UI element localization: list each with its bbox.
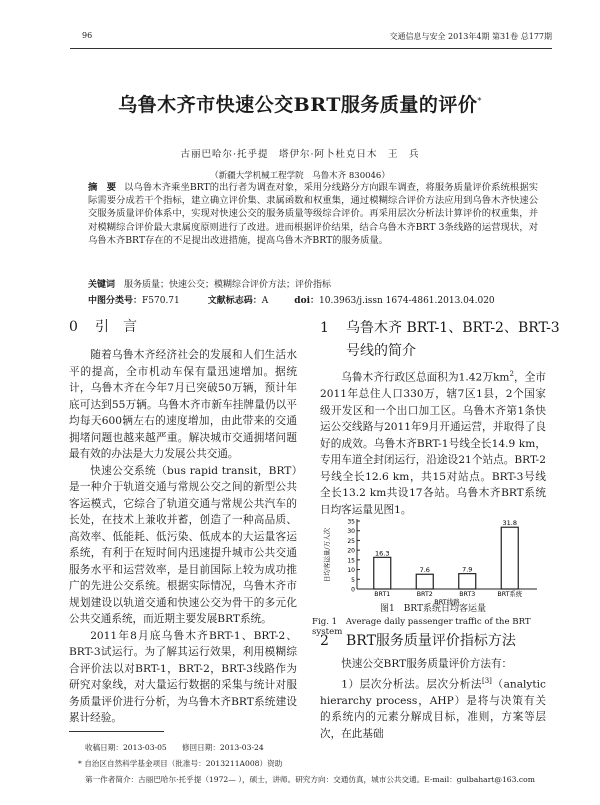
keywords-text: 服务质量；快速公交；模糊综合评价方法；评价指标 xyxy=(124,280,332,290)
paragraph: 随着乌鲁木齐经济社会的发展和人们生活水平的提高，全市机动车保有量迅速增加。据统计，乌鲁木齐在今年7月已突破50万辆，预计年底可达到55万辆。乌鲁木齐市新车挂牌量仍以平均每天600辆左右的速度增加，由此带来的交通拥堵问题也越来越严重。解决城市交通拥堵问题最有效的办法是大力发展公共交通。 xyxy=(69,349,297,460)
superscript: 2 xyxy=(509,370,514,378)
abstract-text: 以乌鲁木齐乘坐BRT的出行者为调查对象，采用分线路分方向跟车调查，将服务质量评价系统根据实际需要分成若干个指标，建立确立评价集、隶属函数和权重集，通过模糊综合评价方法应用到乌鲁木齐快速公交服务质量评价体系中，实现对快速公交的服务质量等级综合评价。再采用层次分析法计算评价的权重集，并对模糊综合评价最大隶属度原则进行了改进。进而根据评价结果，结合乌鲁木齐BRT 3条线路的运营现状，对乌鲁木齐BRT存在的不足提出改进措施，提高乌鲁木齐BRT的服务质量。 xyxy=(88,182,538,246)
section-title: BRT服务质量评价指标方法 xyxy=(346,633,516,649)
y-tick-label: 20 xyxy=(347,547,355,555)
running-header: 交通信息与安全 2013年4期 第31卷 总177期 xyxy=(389,32,552,41)
x-tick-label: BRT系统 xyxy=(497,591,523,598)
paragraph xyxy=(320,673,546,743)
paragraph: 2011年8月底乌鲁木齐BRT-1、BRT-2、BRT-3试运行。为了解其运行效果，利用模糊综合评价法以对BRT-1，BRT-2，BRT-3线路作为研究对象线，对大量运行数据的采集与统计对服务质量评价进行分析，为乌鲁木齐BRT系统建设累计经验。 xyxy=(69,629,297,724)
keywords xyxy=(88,277,548,290)
abstract xyxy=(88,181,538,247)
section-2-body xyxy=(320,656,546,742)
y-tick-label: 35 xyxy=(347,518,355,526)
paragraph: 快速公交系统（bus rapid transit，BRT）是一种介于轨道交通与常规公交之间的新型公共客运模式，它综合了轨道交通与常规公共汽车的长处，在技术上兼收并蓄，创造了一种高品质、高效率、低能耗、低污染、低成本的大运量客运系统，有利于在短时间内迅速提升城市公共交通服务水平和运营效率，是目前国际上较为成功推广的先进公交系统。根据实际情况，乌鲁木齐市规划建设以轨道交通和快速公交为骨干的多元化公共交通系统，而近期主要发展BRT系统。 xyxy=(69,464,297,625)
section-title-line1: 乌鲁木齐 BRT-1、BRT-2、BRT-3 xyxy=(346,320,560,336)
bar-value-label: 7.9 xyxy=(462,565,473,574)
section-0-heading xyxy=(69,316,137,339)
paragraph-text: 乌鲁木齐行政区总面积为1.42万km xyxy=(341,371,510,384)
paper-title xyxy=(0,90,600,117)
section-number: 0 xyxy=(69,319,78,335)
footnote-fund: * 自治区自然科学基金项目（批准号：2013211A008）资助 xyxy=(78,759,283,768)
chart-plot xyxy=(322,519,537,607)
footnote-rule xyxy=(69,731,164,732)
abstract-label: 摘 要 xyxy=(88,182,117,193)
clc-label: 中图分类号： xyxy=(88,296,143,306)
x-tick-label: BRT1 xyxy=(374,591,391,598)
section-1-heading xyxy=(320,317,560,363)
bar-value-label: 16.3 xyxy=(375,549,390,558)
paragraph-text: （analytic hierarchy process，AHP）是将与决策有关的系统内的元素分解成目标，准则，方案等层次，在此基础 xyxy=(320,678,546,740)
affiliation: （新疆大学机械工程学院 乌鲁木齐 830046） xyxy=(210,171,390,181)
section-1-body xyxy=(320,366,546,518)
bar xyxy=(374,557,391,589)
title-footnote-mark: * xyxy=(477,96,482,106)
y-tick-label: 5 xyxy=(351,576,355,584)
y-tick-label: 0 xyxy=(351,586,355,594)
header-rule xyxy=(70,48,552,49)
bar-value-label: 7.6 xyxy=(419,566,430,575)
citation: [3] xyxy=(482,676,492,685)
classification xyxy=(88,293,548,306)
section-2-heading xyxy=(320,630,516,653)
keywords-label: 关键词 xyxy=(88,280,116,290)
section-title-line2: 号线的简介 xyxy=(346,343,416,359)
bar xyxy=(416,574,433,589)
bar-chart xyxy=(320,514,550,606)
x-tick-label: BRT3 xyxy=(459,591,476,598)
y-tick-label: 30 xyxy=(347,528,355,536)
figure-caption-en: Fig. 1 Average daily passenger traffic of the BRT system xyxy=(312,617,531,637)
authors: 古丽巴哈尔·托乎提 塔伊尔·阿卜杜克日木 王 兵 xyxy=(180,149,420,160)
footnote-author: 第一作者简介：古丽巴哈尔·托乎提（1972— ），硕士，讲师。研究方向：交通仿真，城市公共交通。E-mail：gulbahart@163.com xyxy=(85,775,535,784)
bar xyxy=(501,527,518,589)
doc-code-label: 文献标志码： xyxy=(207,296,262,306)
footnote-received: 收稿日期：2013-03-05 修回日期：2013-03-24 xyxy=(85,743,264,752)
page-number: 96 xyxy=(82,31,93,40)
doi-value: 10.3963/j.issn 1674-4861.2013.04.020 xyxy=(319,296,495,306)
bar xyxy=(459,574,476,589)
x-axis-label: BRT线路 xyxy=(434,598,460,606)
title-text: 乌鲁木齐市快速公交BRT服务质量的评价 xyxy=(118,94,478,116)
bar-value-label: 31.8 xyxy=(502,519,517,528)
y-tick-label: 25 xyxy=(347,537,355,545)
y-axis-label: 日均客运量/万人次 xyxy=(323,527,331,583)
y-tick-label: 10 xyxy=(347,567,355,575)
paragraph-text: ，全市2011年总住人口330万，辖7区1县，2个国家级开发区和一个出口加工区。乌鲁木齐第1条快运公交线路与2011年9月开通运营，并取得了良好的成效。乌鲁木齐BRT-1号线全长14.9 km，专用车道全封闭运行，沿途设21个站点。BRT-2号线全长12.6 km，共15对站点。BRT-3号线全长13.2 km共设17各站。乌鲁木齐BRT系统日均客运量见图1。 xyxy=(320,371,546,516)
x-tick-label: BRT2 xyxy=(416,591,433,598)
paragraph-text: 1）层次分析法。层次分析法 xyxy=(341,678,482,691)
paragraph xyxy=(320,366,546,518)
figure-caption-cn: 图1 BRT系统日均客运量 xyxy=(380,604,486,614)
clc-value: F570.71 xyxy=(142,296,180,306)
y-tick-label: 15 xyxy=(347,557,355,565)
paragraph: 快速公交BRT服务质量评价方法有： xyxy=(341,658,513,670)
doi-label: doi： xyxy=(294,296,319,306)
section-number: 1 xyxy=(320,320,329,336)
doc-code-value: A xyxy=(261,296,269,306)
section-title: 引 言 xyxy=(95,319,137,335)
section-number: 2 xyxy=(320,633,329,649)
left-column-body xyxy=(69,347,297,727)
